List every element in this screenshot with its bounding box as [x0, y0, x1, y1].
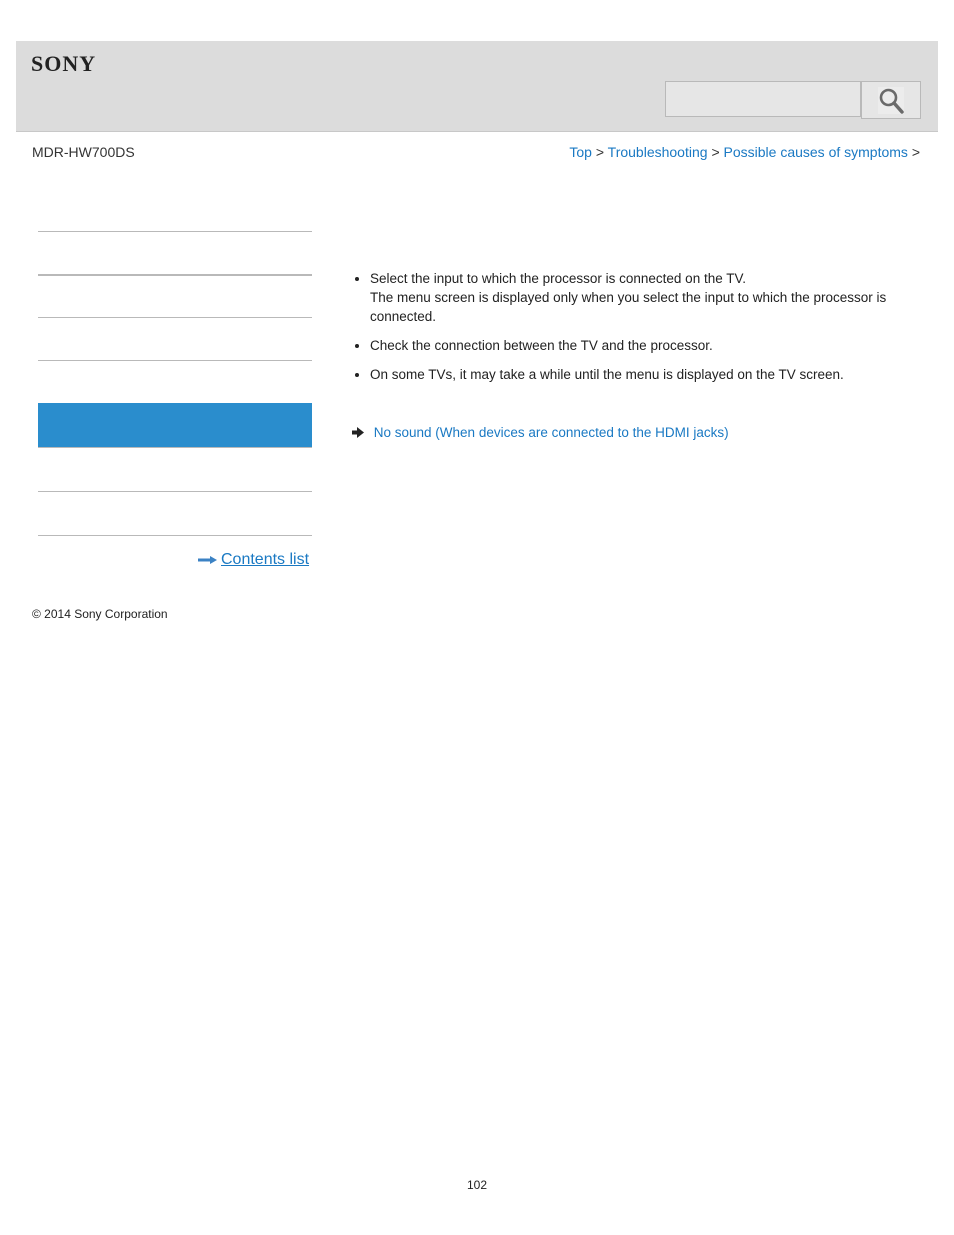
- sidebar: [38, 231, 312, 536]
- list-item: [352, 269, 912, 326]
- search-icon: [878, 87, 904, 114]
- arrow-right-icon: [198, 556, 217, 564]
- breadcrumb-top-link[interactable]: Top: [569, 144, 592, 160]
- bullet-text: On some TVs, it may take a while until the menu is displayed on the TV screen.: [370, 367, 844, 382]
- sidebar-item[interactable]: [38, 447, 312, 491]
- header-bar: [16, 41, 938, 132]
- sony-logo[interactable]: SONY: [31, 51, 97, 76]
- main-content: [352, 269, 912, 394]
- breadcrumb-separator: >: [711, 144, 720, 160]
- sidebar-item[interactable]: [38, 274, 312, 317]
- list-item: [352, 336, 912, 355]
- search-input[interactable]: [665, 81, 861, 117]
- related-topic-link[interactable]: No sound (When devices are connected to the HDMI jacks): [373, 425, 729, 440]
- breadcrumb-possible-causes-link[interactable]: Possible causes of symptoms: [723, 144, 908, 160]
- breadcrumb: [569, 144, 920, 160]
- breadcrumb-separator: >: [911, 144, 920, 160]
- bullet-detail: The menu screen is displayed only when you select the input to which the processor is connected.: [370, 290, 887, 324]
- arrow-right-icon: [352, 427, 364, 438]
- model-name: MDR-HW700DS: [32, 144, 135, 160]
- list-item: [352, 365, 912, 384]
- bullet-list: [352, 269, 912, 384]
- related-topic: [352, 425, 729, 440]
- sidebar-item[interactable]: [38, 491, 312, 536]
- sidebar-item-active[interactable]: [38, 403, 312, 447]
- contents-list-link[interactable]: [198, 551, 309, 569]
- contents-list-label: Contents list: [221, 551, 310, 568]
- bullet-text: Check the connection between the TV and the processor.: [370, 338, 713, 353]
- copyright: © 2014 Sony Corporation: [32, 607, 168, 621]
- sidebar-item[interactable]: [38, 360, 312, 403]
- breadcrumb-separator: >: [595, 144, 605, 160]
- page-number: 102: [466, 1178, 488, 1192]
- sidebar-item[interactable]: [38, 231, 312, 274]
- sidebar-item[interactable]: [38, 317, 312, 360]
- breadcrumb-troubleshooting-link[interactable]: Troubleshooting: [607, 144, 708, 160]
- bullet-text: Select the input to which the processor is connected on the TV.: [370, 271, 746, 286]
- search-button[interactable]: [861, 81, 921, 119]
